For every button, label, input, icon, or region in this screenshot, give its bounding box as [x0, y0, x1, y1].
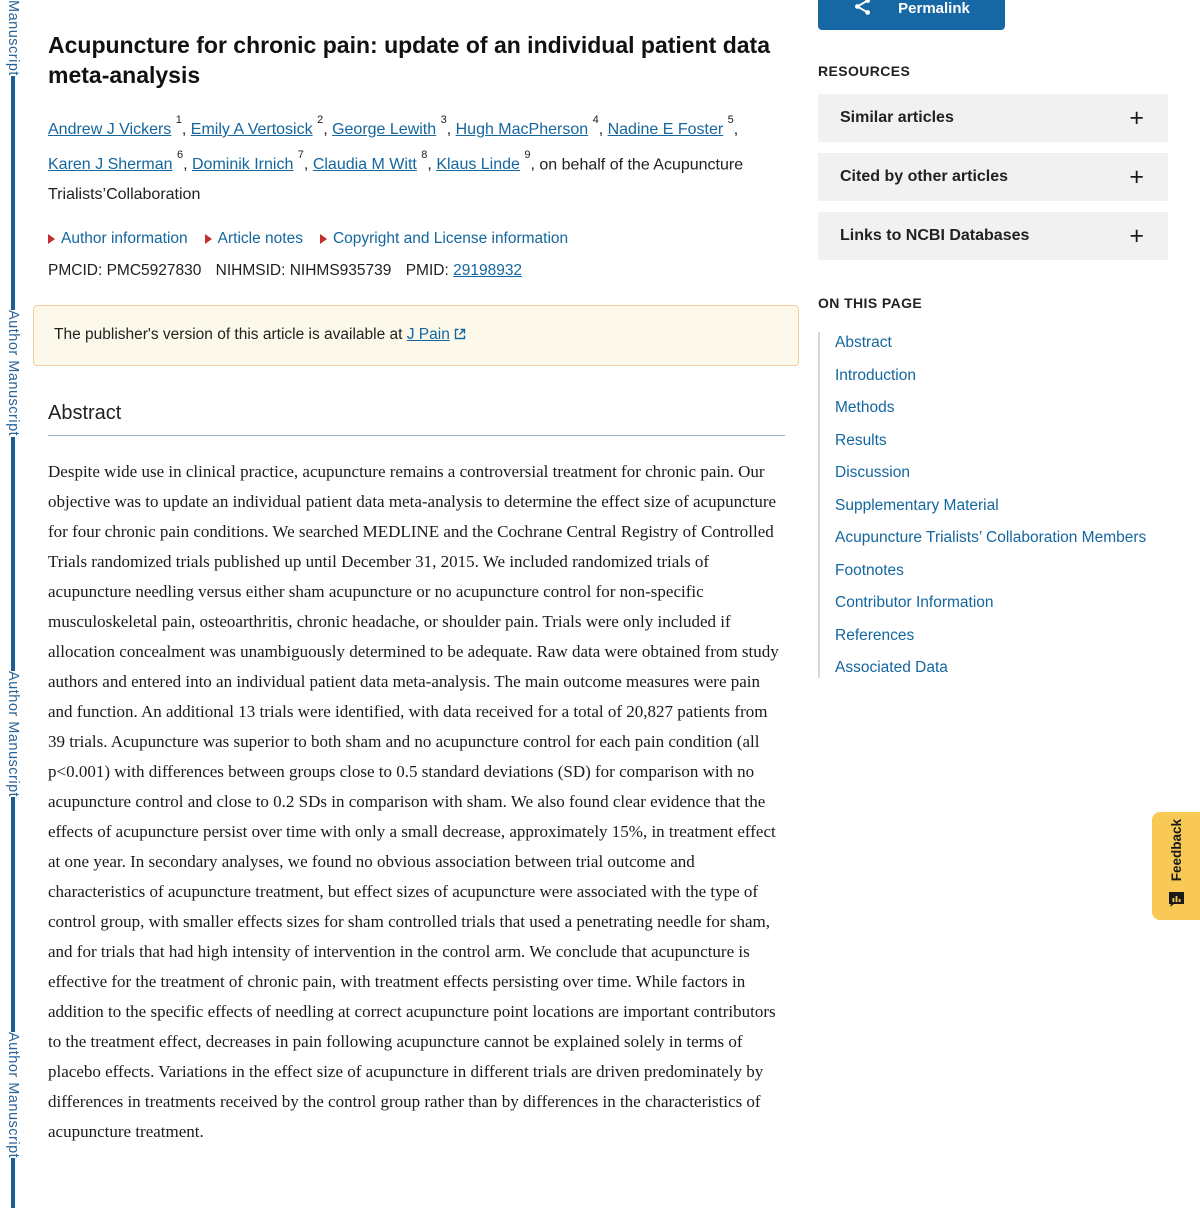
pmcid-value: PMC5927830	[106, 262, 202, 280]
on-this-page-heading: ON THIS PAGE	[818, 295, 923, 311]
feedback-label: Feedback	[1168, 819, 1184, 882]
meta-link-label: Copyright and License information	[332, 230, 569, 248]
author-link[interactable]: Nadine E Foster	[607, 121, 724, 139]
author-link[interactable]: Andrew J Vickers	[48, 121, 172, 139]
right-rail	[818, 0, 1168, 690]
plus-icon: +	[1129, 162, 1144, 191]
triangle-marker-icon	[205, 234, 212, 244]
pmid-label: PMID:	[405, 262, 449, 280]
author	[48, 113, 191, 139]
author-separator: ,	[303, 156, 313, 174]
permalink-label: Permalink	[898, 0, 970, 17]
accordion-label: Similar articles	[840, 109, 954, 126]
external-link-icon	[454, 327, 466, 345]
author	[332, 113, 456, 139]
feedback-form-icon	[1168, 891, 1185, 913]
permalink-button[interactable]	[818, 0, 1005, 30]
page-nav-link[interactable]: Methods	[835, 399, 895, 416]
author-link[interactable]: George Lewith	[332, 121, 437, 139]
meta-link[interactable]	[205, 230, 303, 248]
pmcid-group	[48, 262, 201, 279]
page-nav-link[interactable]: Discussion	[835, 464, 910, 481]
accordion-row[interactable]	[818, 212, 1168, 260]
nihmsid-value: NIHMS935739	[289, 262, 392, 280]
author-manuscript-watermark	[0, 0, 26, 1208]
on-this-page-nav	[818, 332, 1168, 678]
author	[312, 149, 437, 174]
pmid-link[interactable]: 29198932	[453, 262, 523, 280]
meta-link-label: Author information	[61, 230, 188, 248]
page-nav-link[interactable]: Results	[835, 431, 887, 449]
author-affiliation-sup: 9	[524, 149, 531, 162]
watermark-rule	[11, 1158, 15, 1208]
watermark-rule	[11, 76, 15, 311]
author	[607, 113, 739, 139]
pmcid-label: PMCID:	[48, 262, 103, 280]
author	[455, 113, 608, 139]
accordion-label: Links to NCBI Databases	[840, 227, 1030, 244]
author-separator: ,	[323, 121, 333, 139]
author-separator: ,	[446, 121, 456, 139]
nihmsid-label: NIHMSID:	[215, 262, 286, 280]
author	[190, 113, 333, 139]
watermark-rule	[11, 797, 15, 1032]
author-separator: ,	[183, 156, 192, 174]
author	[436, 149, 540, 174]
author-affiliation-sup: 8	[421, 149, 428, 162]
triangle-marker-icon	[48, 234, 55, 244]
author-link[interactable]: Karen J Sherman	[48, 156, 173, 174]
author-link[interactable]: Emily A Vertosick	[190, 121, 313, 139]
author-link[interactable]: Klaus Linde	[436, 156, 520, 174]
pmid-group	[406, 262, 522, 279]
page-nav-link[interactable]: Abstract	[835, 334, 892, 351]
author	[191, 149, 313, 174]
watermark-label: Author Manuscript	[5, 310, 21, 437]
page-nav-link[interactable]: Introduction	[835, 366, 916, 384]
abstract-heading: Abstract	[48, 402, 122, 425]
plus-icon: +	[1129, 221, 1144, 250]
watermark-label: Author Manuscript	[5, 1031, 21, 1158]
author-separator: ,	[181, 121, 191, 139]
author-separator: ,	[530, 156, 540, 174]
meta-link[interactable]	[48, 230, 188, 248]
meta-link[interactable]	[320, 230, 568, 248]
watermark-label: Author Manuscript	[5, 671, 21, 798]
journal-link[interactable]: J Pain	[406, 326, 450, 344]
accordion-row[interactable]	[818, 94, 1168, 142]
page-nav-link[interactable]: References	[835, 626, 915, 644]
page-nav-link[interactable]: Footnotes	[835, 561, 904, 579]
author-separator: ,	[598, 121, 608, 139]
share-icon	[853, 0, 872, 20]
resources-heading: RESOURCES	[818, 63, 911, 79]
meta-link-label: Article notes	[217, 230, 303, 248]
article-main	[48, 0, 785, 1147]
author-link[interactable]: Dominik Irnich	[191, 156, 294, 174]
publisher-notice-label: The publisher's version of this article is available at	[54, 326, 407, 344]
page-nav-link[interactable]: Acupuncture Trialists’ Collaboration Members	[835, 529, 1147, 546]
triangle-marker-icon	[320, 234, 327, 244]
publisher-notice-text	[54, 326, 466, 345]
resources-accordions	[818, 94, 1168, 260]
author-separator: ,	[427, 156, 437, 174]
author-affiliation-sup: 2	[317, 113, 324, 126]
page-nav-link[interactable]: Supplementary Material	[835, 496, 999, 514]
page-nav-link[interactable]: Contributor Information	[835, 594, 994, 611]
authors-suffix: on behalf of the Acupuncture Trialists’Collaboration	[48, 156, 744, 204]
accordion-row[interactable]	[818, 153, 1168, 201]
author-link[interactable]: Claudia M Witt	[312, 156, 417, 174]
author-affiliation-sup: 1	[175, 113, 182, 126]
author-link[interactable]: Hugh MacPherson	[455, 121, 589, 139]
author-affiliation-sup: 6	[176, 149, 184, 162]
feedback-button[interactable]	[1152, 812, 1200, 920]
abstract-divider	[48, 435, 785, 436]
plus-icon: +	[1129, 103, 1144, 132]
accordion-label: Cited by other articles	[840, 168, 1009, 185]
page-nav-link[interactable]: Associated Data	[835, 659, 948, 676]
author-affiliation-sup: 3	[440, 113, 447, 126]
watermark-label: Manuscript	[5, 0, 21, 76]
nihmsid-group	[216, 262, 392, 279]
publisher-notice-box	[33, 305, 799, 366]
author-list	[48, 110, 785, 211]
author-affiliation-sup: 5	[727, 113, 734, 126]
author-affiliation-sup: 7	[297, 149, 304, 162]
article-meta-links	[48, 230, 785, 248]
author-affiliation-sup: 4	[592, 113, 599, 126]
article-ids	[48, 262, 785, 280]
abstract-paragraph: Despite wide use in clinical practice, acupuncture remains a controversial treatment for chronic pain. Our objective was to update an individual patient data meta-analysis to determine the effect size of acupuncture for four chronic pain conditions. We searched MEDLINE and the Cochrane Central Registry of Controlled Trials randomized trials published up until December 31, 2015. We included randomized trials of acupuncture needling versus either sham acupuncture or no acupuncture control for non-specific musculoskeletal pain, osteoarthritis, chronic headache, or shoulder pain. Trials were only included if allocation concealment was unambiguously determined to be adequate. Raw data were obtained from study authors and entered into an individual patient data meta-analysis. The main outcome measures were pain and function. An additional 13 trials were identified, with data received for a total of 20,827 patients from 39 trials. Acupuncture was superior to both sham and no acupuncture control for each pain condition (all p<0.001) with differences between groups close to 0.5 standard deviations (SD) for comparison with no acupuncture control and close to 0.2 SDs in comparison with sham. We also found clear evidence that the effects of acupuncture persist over time with only a small decrease, approximately 15%, in treatment effect at one year. In secondary analyses, we found no obvious association between trial outcome and characteristics of acupuncture treatment, but effect sizes of acupuncture were associated with the type of control group, with smaller effects sizes for sham controlled trials that used a penetrating needle for sham, and for trials that had high intensity of intervention in the control arm. We conclude that acupuncture is effective for the treatment of chronic pain, with treatment effects persisting over time. While factors in addition to the specific effects of needling at correct acupuncture point locations are important contributors to the treatment effect, decreases in pain following acupuncture cannot be explained solely in terms of placebo effects. Variations in the effect size of acupuncture in different trials are driven predominately by differences in treatments received by the control group rather than by differences in the characteristics of acupuncture treatment.	[48, 462, 779, 1142]
page-title: Acupuncture for chronic pain: update of an individual patient data meta-analysis	[48, 32, 770, 89]
author-separator: ,	[733, 121, 739, 139]
author	[48, 149, 192, 174]
watermark-rule	[11, 437, 15, 672]
